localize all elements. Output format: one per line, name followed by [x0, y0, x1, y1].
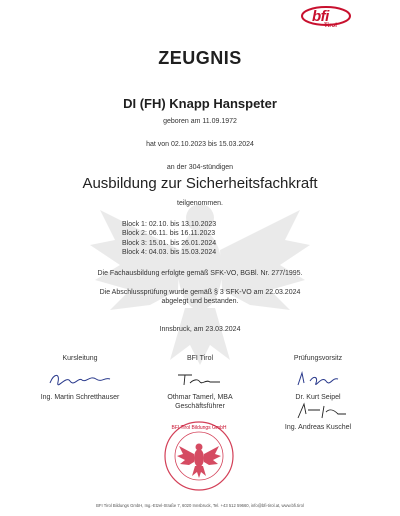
course-period: hat von 02.10.2023 bis 15.03.2024 [146, 141, 254, 148]
footer-address: BFI Tirol Bildungs GmbH, Ing.-Etzel-Straße 7, 6020 Innsbruck, Tel. +43 512 59660, info@bfi-tirol.at, www.bfi.tirol [96, 503, 304, 508]
signature-name: Othmar Tamerl, MBA [167, 394, 233, 401]
signature-scribble-icon [258, 400, 378, 422]
block-item: Block 3: 15.01. bis 26.01.2024 [122, 239, 217, 247]
participated-text: teilgenommen. [177, 200, 223, 207]
signature-bfi [140, 355, 260, 411]
course-hours: an der 304-stündigen [166, 164, 234, 171]
signature-scribble-icon [20, 367, 140, 391]
stamp-text: BFI Tirol Bildungs GmbH [171, 425, 227, 431]
logo-text: bfi [312, 8, 329, 25]
certificate-title: ZEUGNIS [158, 48, 242, 68]
block-list [122, 220, 216, 258]
signature-scribble-icon [258, 367, 378, 391]
exam-line-1: Die Abschlussprüfung wurde gemäß § 3 SFK-VO am 22.03.2024 [99, 289, 301, 296]
bfi-logo [300, 5, 352, 31]
place-date: Innsbruck, am 23.03.2024 [159, 326, 241, 333]
legal-basis: Die Fachausbildung erfolgte gemäß SFK-VO, BGBl. Nr. 277/1995. [97, 270, 303, 277]
second-examiner-name: Ing. Andreas Kuschel [284, 424, 352, 431]
birth-date: geboren am 11.09.1972 [163, 118, 237, 125]
signature-scribble-icon [140, 367, 260, 391]
logo-subtext: Tirol [324, 23, 337, 29]
signature-name: Ing. Martin Schretthauser [40, 394, 120, 401]
signature-role: Prüfungsvorsitz [293, 355, 343, 362]
signature-name: Dr. Kurt Seipel [295, 394, 341, 401]
course-title: Ausbildung zur Sicherheitsfachkraft [82, 175, 318, 192]
official-stamp-icon [163, 420, 235, 492]
exam-line-2: abgelegt und bestanden. [161, 298, 239, 305]
signature-exam-chair [258, 355, 378, 402]
block-item: Block 2: 06.11. bis 16.11.2023 [122, 230, 216, 238]
block-item: Block 4: 04.03. bis 15.03.2024 [122, 249, 217, 257]
signature-role: Kursleitung [62, 355, 98, 362]
signature-second-examiner [258, 400, 378, 431]
recipient-name: DI (FH) Knapp Hanspeter [123, 96, 277, 111]
signature-course-lead [20, 355, 140, 402]
block-item: Block 1: 02.10. bis 13.10.2023 [122, 221, 217, 228]
signature-title: Geschäftsführer [175, 403, 225, 410]
signature-role: BFI Tirol [186, 355, 214, 362]
